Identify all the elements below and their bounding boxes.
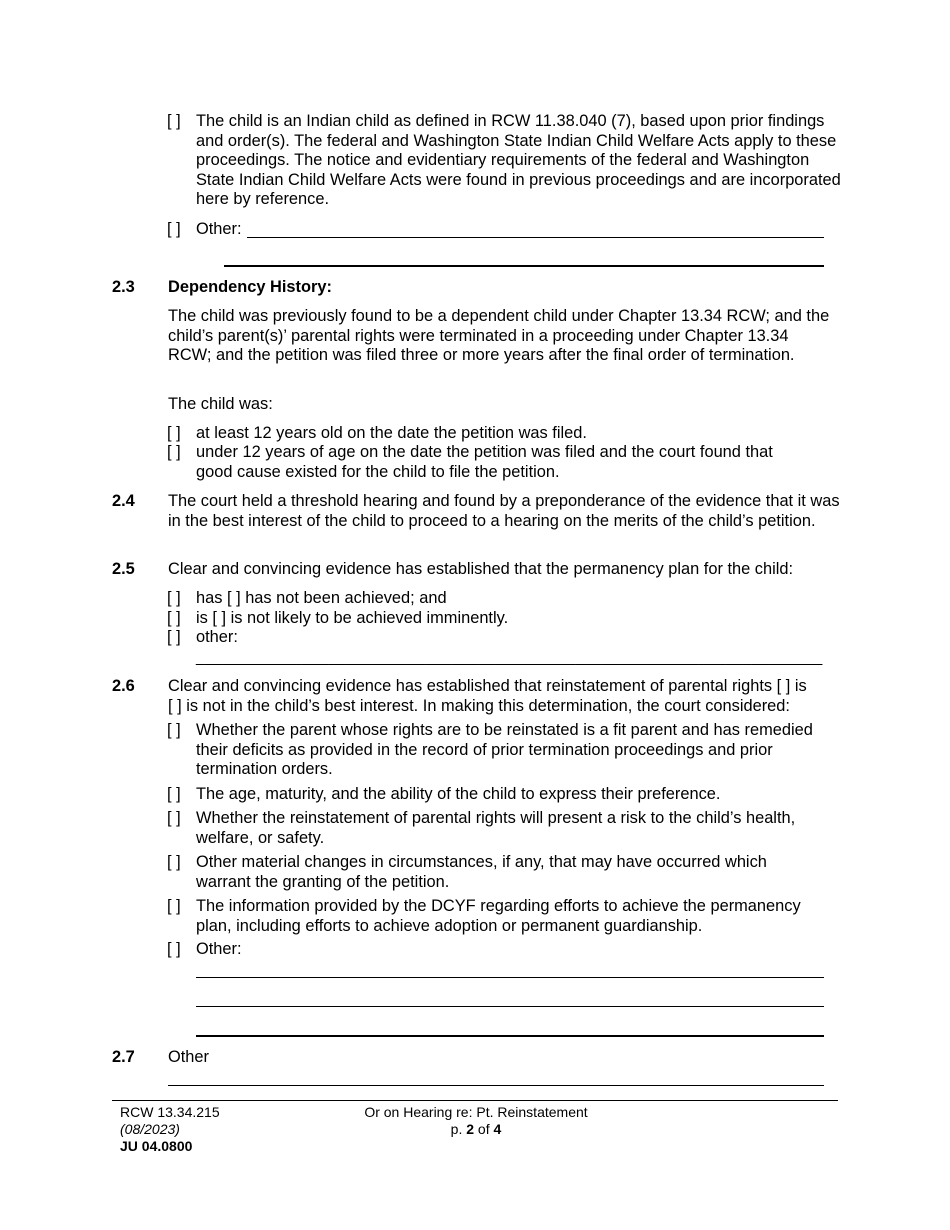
section-2-5-number: 2.5 bbox=[112, 560, 135, 578]
considered-other-line-2[interactable] bbox=[196, 1006, 824, 1007]
footer-page-current: 2 bbox=[466, 1121, 475, 1137]
fit-parent-text: Whether the parent whose rights are to be reinstated is a fit parent and has remedied their deficits as provided in the record of prior termination proceedings and prior termination orders. bbox=[196, 721, 813, 779]
risk-text: Whether the reinstatement of parental rights will present a risk to the child’s health, welfare, or safety. bbox=[196, 809, 796, 847]
footer-page-of: of bbox=[474, 1121, 494, 1137]
plan-achieved-checkbox[interactable]: [ ] bbox=[167, 589, 181, 607]
footer-page-number bbox=[300, 1121, 652, 1138]
top-other-label: Other: bbox=[196, 220, 242, 238]
section-2-4-number: 2.4 bbox=[112, 492, 135, 510]
section-2-7-line[interactable] bbox=[168, 1085, 824, 1086]
section-2-3-number: 2.3 bbox=[112, 278, 135, 296]
dcyf-info-checkbox[interactable]: [ ] bbox=[167, 897, 181, 915]
footer-rcw: RCW 13.34.215 bbox=[120, 1104, 220, 1120]
fit-parent-checkbox[interactable]: [ ] bbox=[167, 721, 181, 739]
considered-other-label: Other: bbox=[196, 940, 242, 958]
footer-form-number: JU 04.0800 bbox=[120, 1138, 193, 1154]
section-2-7-label: Other bbox=[168, 1048, 209, 1066]
section-2-4-text: The court held a threshold hearing and found by a preponderance of the evidence that it was in the best interest of the child to proceed to a hearing on the merits of the child’s petition. bbox=[168, 492, 840, 530]
top-other-line-2[interactable] bbox=[224, 265, 824, 267]
material-changes-checkbox[interactable]: [ ] bbox=[167, 853, 181, 871]
top-other-checkbox[interactable]: [ ] bbox=[167, 220, 181, 238]
child-preference-checkbox[interactable]: [ ] bbox=[167, 785, 181, 803]
section-2-7-number: 2.7 bbox=[112, 1048, 135, 1066]
considered-other-line-3[interactable] bbox=[196, 1035, 824, 1037]
material-changes-text: Other material changes in circumstances, if any, that may have occurred which warrant the granting of the petition. bbox=[196, 853, 767, 891]
age-12-text: at least 12 years old on the date the petition was filed. bbox=[196, 424, 587, 442]
section-2-6-line-1: Clear and convincing evidence has established that reinstatement of parental rights [ ] is bbox=[168, 677, 807, 695]
dcyf-info-text: The information provided by the DCYF regarding efforts to achieve the permanency plan, including efforts to achieve adoption or permanent guardianship. bbox=[196, 897, 801, 935]
child-was-label: The child was: bbox=[168, 395, 273, 413]
indian-child-checkbox[interactable]: [ ] bbox=[167, 112, 181, 130]
child-preference-text: The age, maturity, and the ability of the child to express their preference. bbox=[196, 785, 721, 803]
section-2-3-paragraph: The child was previously found to be a dependent child under Chapter 13.34 RCW; and the child’s parent(s)’ parental rights were terminated in a proceeding under Chapter 13.34 RCW; and the petition was filed three or more years after the final order of termination. bbox=[168, 307, 830, 365]
plan-other-blank[interactable]: _______________________________________________________________________ bbox=[196, 649, 823, 666]
considered-other-checkbox[interactable]: [ ] bbox=[167, 940, 181, 958]
plan-imminent-text: is [ ] is not likely to be achieved imminently. bbox=[196, 609, 509, 627]
under-12-text: under 12 years of age on the date the petition was filed and the court found that good cause existed for the child to file the petition. bbox=[196, 443, 773, 481]
plan-other-label: other: bbox=[196, 628, 238, 646]
section-2-6-line-2: [ ] is not in the child’s best interest. In making this determination, the court considered: bbox=[168, 697, 790, 715]
plan-imminent-checkbox[interactable]: [ ] bbox=[167, 609, 181, 627]
considered-other-line-1[interactable] bbox=[196, 977, 824, 978]
top-other-line-1[interactable] bbox=[247, 237, 824, 238]
footer-date: (08/2023) bbox=[120, 1121, 180, 1137]
footer-divider bbox=[112, 1100, 838, 1101]
plan-achieved-text: has [ ] has not been achieved; and bbox=[196, 589, 447, 607]
under-12-checkbox[interactable]: [ ] bbox=[167, 443, 181, 461]
indian-child-text: The child is an Indian child as defined in RCW 11.38.040 (7), based upon prior findings and order(s). The federal and Washington State Indian Child Welfare Acts apply to these proceedings. The notice and evidentiary requirements of the federal and Washington State Indian Child Welfare Acts were found in previous proceedings and are incorporated here by reference. bbox=[196, 112, 841, 209]
section-2-3-heading: Dependency History: bbox=[168, 278, 332, 296]
footer-page-total: 4 bbox=[493, 1121, 502, 1137]
risk-checkbox[interactable]: [ ] bbox=[167, 809, 181, 827]
section-2-5-text: Clear and convincing evidence has established that the permanency plan for the child: bbox=[168, 560, 794, 578]
footer-page-prefix: p. bbox=[450, 1121, 467, 1137]
section-2-6-number: 2.6 bbox=[112, 677, 135, 695]
age-12-checkbox[interactable]: [ ] bbox=[167, 424, 181, 442]
footer-title: Or on Hearing re: Pt. Reinstatement bbox=[364, 1104, 588, 1120]
plan-other-checkbox[interactable]: [ ] bbox=[167, 628, 181, 646]
